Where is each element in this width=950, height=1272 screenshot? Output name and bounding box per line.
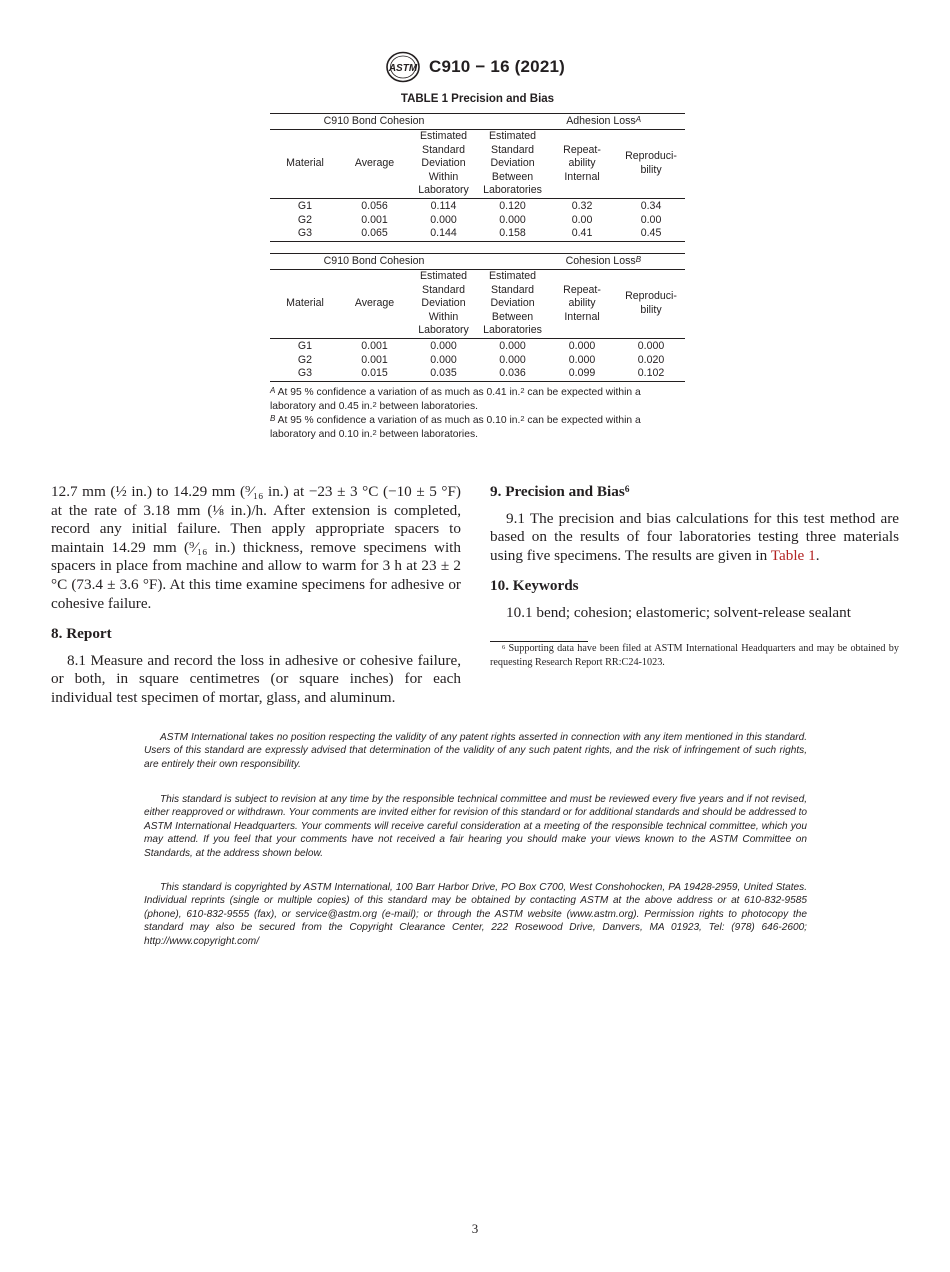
paragraph-10-1: 10.1 bend; cohesion; elastomeric; solvent-release sealant xyxy=(506,603,851,621)
copyright-notice xyxy=(144,881,807,948)
hdr-line: Repeat- xyxy=(563,283,601,296)
paragraph-7-continuation: 12.7 mm (½ in.) to 14.29 mm (⁹⁄₁₆ in.) at −23 ± 3 °C (−10 ± 5 °F) at the rate of 3.18 mm (⅛ in.)/h. After extension is completed, record any initial failure. Then apply appropriate spacers to maintain 14.29 mm (⁹⁄₁₆ in.) thickness, remove specimens with spacers in place from machine and allow to warm for 3 h at 23 ± 2 °C (73.4 ± 3.6 °F). At this time examine specimens for adhesive or cohesive failure. xyxy=(51,483,461,612)
table-footnote-b xyxy=(270,414,685,442)
table-row xyxy=(270,227,685,241)
table-group-header xyxy=(270,114,685,130)
footnote-text: Supporting data have been filed at ASTM International Headquarters and may be obtained by requesting Research Report RR:C24-1023. xyxy=(490,642,899,668)
table-1-link[interactable]: Table 1 xyxy=(770,546,816,564)
col-sd-within xyxy=(409,130,478,199)
paragraph-8-1: 8.1 Measure and record the loss in adhesive or cohesive failure, or both, in square centimetres (or square inches) for each individual test specimen of mortar, glass, and aluminum. xyxy=(51,651,461,706)
cell: 0.32 xyxy=(571,199,593,212)
hdr-line: Internal xyxy=(564,310,600,323)
col-reproducibility xyxy=(617,270,685,339)
cell-material: G2 xyxy=(297,213,313,226)
footnote-text: can be expected within a laboratory and 0.45 in. xyxy=(270,387,641,412)
cell-material: G3 xyxy=(297,367,313,380)
table-column-headers xyxy=(270,270,685,339)
hdr-line: Internal xyxy=(564,170,600,183)
cell: 0.000 xyxy=(499,213,526,226)
section-10-heading: 10. Keywords xyxy=(490,577,579,595)
logo-text: ASTM xyxy=(388,63,418,74)
cell: 0.000 xyxy=(499,353,526,366)
hdr-line: Laboratories xyxy=(483,324,542,337)
footnote-text: At 95 % confidence a variation of as much as 0.41 in. xyxy=(275,387,521,398)
cell: 0.036 xyxy=(499,367,526,380)
cell: 0.102 xyxy=(637,367,665,380)
table-group-header xyxy=(270,254,685,270)
group-left-label: C910 Bond Cohesion xyxy=(323,255,425,267)
footnote-text: between laboratories. xyxy=(376,429,478,440)
notice-text: ASTM International takes no position respecting the validity of any patent rights asserted in connection with any item mentioned in this standard. Users of this standard are expressly advised that determination of the validity of any such patent rights, and the risk of infringement of such rights, are entirely their own responsibility. xyxy=(144,732,807,770)
hdr-line: Deviation xyxy=(490,297,535,310)
heading-text: 9. Precision and Bias xyxy=(490,483,625,500)
cell: 0.158 xyxy=(499,227,526,240)
col-reproducibility xyxy=(617,130,685,199)
hdr-line: Deviation xyxy=(490,157,535,170)
hdr-line: bility xyxy=(640,303,662,316)
table-caption: TABLE 1 Precision and Bias xyxy=(400,93,555,105)
cell: 0.000 xyxy=(430,353,457,366)
cell: 0.000 xyxy=(568,339,596,352)
paragraph-text: 9.1 The precision and bias calculations for this test method are based on the results of four laboratories testing three materials using five specimens. The results are given in xyxy=(490,509,899,564)
cell-material: G1 xyxy=(297,199,313,212)
cell: 0.114 xyxy=(430,199,457,212)
section-8-heading: 8. Report xyxy=(51,625,112,643)
cell: 0.065 xyxy=(361,227,388,240)
cell: 0.001 xyxy=(361,213,388,226)
col-average: Average xyxy=(354,157,395,170)
hdr-line: Laboratory xyxy=(418,324,469,337)
cell: 0.120 xyxy=(499,199,526,212)
paragraph-text: . xyxy=(815,546,820,564)
hdr-line: Standard xyxy=(422,143,466,156)
footnote-text: can be expected within a laboratory and 0.10 in. xyxy=(270,415,641,440)
hdr-line: Reproduci- xyxy=(625,150,677,163)
hdr-line: Deviation xyxy=(421,297,466,310)
hdr-line: Estimated xyxy=(419,130,468,142)
footnote-text: between laboratories. xyxy=(376,401,478,412)
group-right-text: Cohesion Loss xyxy=(565,255,636,267)
superscript: 2 xyxy=(520,386,525,395)
hdr-line: Estimated xyxy=(488,130,537,142)
precision-table-cohesion xyxy=(270,253,685,382)
cell: 0.001 xyxy=(361,339,388,352)
paragraph-9-1 xyxy=(490,510,899,566)
hdr-line: Laboratory xyxy=(418,184,469,197)
cell: 0.099 xyxy=(568,367,596,380)
footnote-text: At 95 % confidence a variation of as much as 0.10 in. xyxy=(275,415,521,426)
hdr-line: Standard xyxy=(491,283,535,296)
hdr-line: Estimated xyxy=(488,270,537,282)
superscript: 2 xyxy=(372,428,377,437)
cell: 0.020 xyxy=(637,353,665,366)
cell: 0.000 xyxy=(430,339,457,352)
left-column xyxy=(51,483,461,708)
table-footnotes xyxy=(270,386,685,442)
hdr-line: Repeat- xyxy=(563,143,601,156)
col-repeatability xyxy=(547,270,617,339)
notice-text: This standard is copyrighted by ASTM International, 100 Barr Harbor Drive, PO Box C700, West Conshohocken, PA 19428-2959, United States. Individual reprints (single or multiple copies) of this standard may be obtained by contacting ASTM at the above address or at 610-832-9585 (phone), 610-832-9555 (fax), or service@astm.org (e-mail); or through the ASTM website (www.astm.org). Permission rights to photocopy the standard may also be secured from the Copyright Clearance Center, 222 Rosewood Drive, Danvers, MA 01923, Tel: (978) 646-2600; http://www.copyright.com/ xyxy=(144,882,807,947)
col-sd-between xyxy=(478,130,547,199)
cell: 0.001 xyxy=(361,353,388,366)
footnote-6 xyxy=(490,642,899,670)
right-column xyxy=(490,483,899,670)
cell: 0.00 xyxy=(640,213,662,226)
table-row xyxy=(270,367,685,381)
footnote-ref-b: B xyxy=(635,255,642,264)
patent-notice xyxy=(144,731,807,771)
table-column-headers xyxy=(270,130,685,199)
hdr-line: Estimated xyxy=(419,270,468,282)
footnote-ref-a: A xyxy=(635,115,642,124)
cell: 0.015 xyxy=(361,367,388,380)
cell: 0.035 xyxy=(430,367,457,380)
col-repeatability xyxy=(547,130,617,199)
cell-material: G3 xyxy=(297,227,313,240)
section-9-heading xyxy=(490,483,899,502)
cell: 0.34 xyxy=(640,199,662,212)
footnote-ref-6: 6 xyxy=(624,485,630,495)
page-number: 3 xyxy=(471,1221,479,1236)
table-footnote-a xyxy=(270,386,685,414)
hdr-line: ability xyxy=(568,157,596,170)
superscript: 2 xyxy=(520,414,525,423)
hdr-line: Between xyxy=(491,170,534,183)
table-row xyxy=(270,354,685,368)
astm-logo-icon xyxy=(385,51,421,83)
group-right-label xyxy=(478,114,685,130)
hdr-line: Within xyxy=(428,310,459,323)
table-row xyxy=(270,338,685,353)
revision-notice xyxy=(144,793,807,860)
hdr-line: bility xyxy=(640,163,662,176)
hdr-line: Deviation xyxy=(421,157,466,170)
col-sd-between xyxy=(478,270,547,339)
col-sd-within xyxy=(409,270,478,339)
cell: 0.000 xyxy=(499,339,526,352)
table-row xyxy=(270,214,685,228)
hdr-line: ability xyxy=(568,297,596,310)
hdr-line: Laboratories xyxy=(483,184,542,197)
cell: 0.144 xyxy=(430,227,457,240)
cell: 0.45 xyxy=(640,227,662,240)
cell: 0.000 xyxy=(637,339,665,352)
footnote-mark: 6 xyxy=(502,643,506,651)
cell: 0.41 xyxy=(571,227,593,240)
cell: 0.000 xyxy=(568,353,596,366)
group-left-label: C910 Bond Cohesion xyxy=(323,115,425,127)
cell-material: G1 xyxy=(297,339,313,352)
hdr-line: Between xyxy=(491,310,534,323)
cell-material: G2 xyxy=(297,353,313,366)
cell: 0.00 xyxy=(571,213,593,226)
superscript: 2 xyxy=(372,400,377,409)
document-designation: C910 − 16 (2021) xyxy=(429,57,565,76)
precision-table-adhesion xyxy=(270,113,685,242)
footnote-mark: B xyxy=(270,414,276,423)
cell: 0.056 xyxy=(361,199,388,212)
hdr-line: Reproduci- xyxy=(625,290,677,303)
hdr-line: Within xyxy=(428,170,459,183)
cell: 0.000 xyxy=(430,213,457,226)
hdr-line: Standard xyxy=(491,143,535,156)
table-row xyxy=(270,198,685,213)
group-right-text: Adhesion Loss xyxy=(566,115,636,127)
group-right-label xyxy=(478,254,685,270)
footnote-mark: A xyxy=(270,386,276,395)
col-material: Material xyxy=(286,157,324,170)
hdr-line: Standard xyxy=(422,283,466,296)
col-average: Average xyxy=(354,297,395,310)
page-header xyxy=(0,50,950,84)
col-material: Material xyxy=(286,297,324,310)
notice-text: This standard is subject to revision at any time by the responsible technical committee and must be reviewed every five years and if not revised, either reapproved or withdrawn. Your comments are invited either for revision of this standard or for additional standards and should be addressed to ASTM International Headquarters. Your comments will receive careful consideration at a meeting of the responsible technical committee, which you may attend. If you feel that your comments have not received a fair hearing you should make your views known to the ASTM Committee on Standards, at the address shown below. xyxy=(144,794,808,859)
